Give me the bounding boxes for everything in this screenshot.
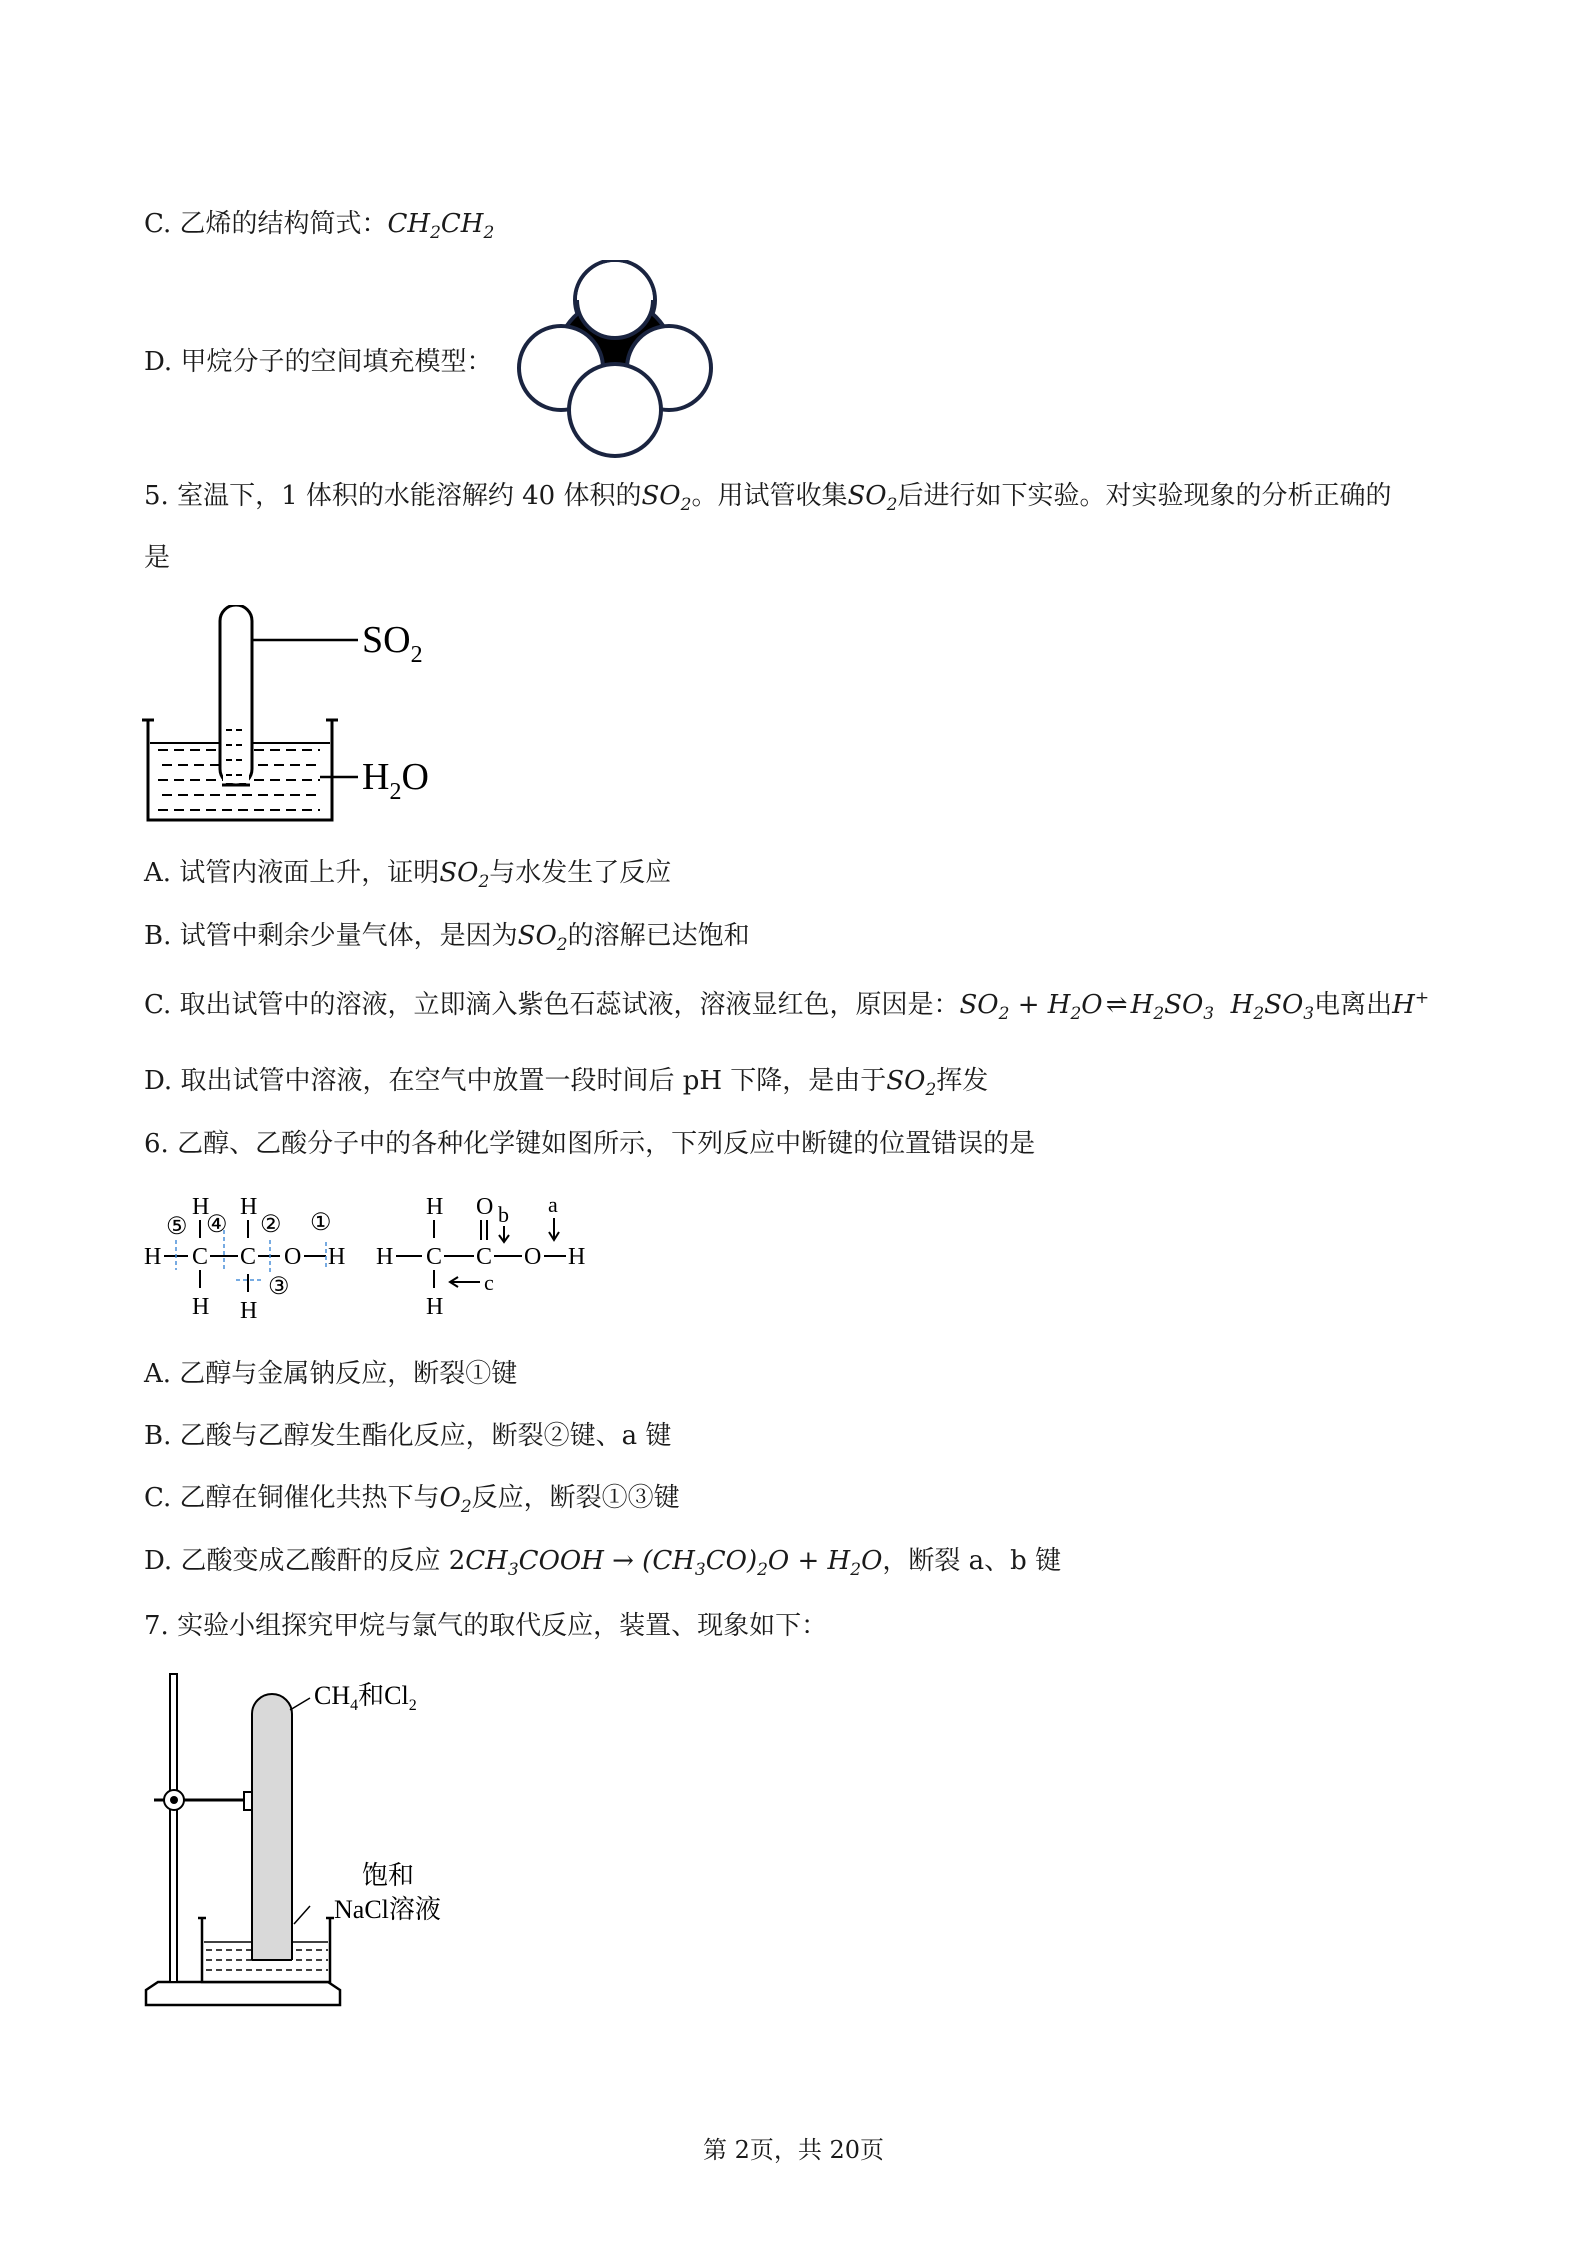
nacl-solution-label: NaCl溶液 — [334, 1895, 441, 1924]
svg-text:H: H — [192, 1294, 210, 1320]
svg-text:H: H — [426, 1294, 444, 1320]
svg-text:H: H — [426, 1194, 444, 1220]
q7-stem: 7. 实验小组探究甲烷与氯气的取代反应，装置、现象如下： — [144, 1611, 828, 1641]
svg-text:C: C — [426, 1244, 443, 1270]
methane-chlorine-apparatus-figure — [140, 1670, 480, 2020]
q5-stem-cont: 是 — [144, 543, 171, 573]
svg-text:H: H — [568, 1244, 586, 1270]
q4-option-c — [144, 207, 494, 241]
methane-space-filling-model — [515, 260, 715, 470]
q4-option-d — [144, 345, 492, 379]
svg-text:⑤: ⑤ — [166, 1214, 188, 1240]
page-footer: 第 2页，共 20页 — [702, 2136, 885, 2164]
svg-text:H: H — [192, 1194, 210, 1220]
q5-stem: 5. 室温下，1 体积的水能溶解约 40 体积的$SO_2$。用试管收集$SO_2$后进行如下实验。对实验现象的分析正确的 — [144, 481, 1392, 515]
svg-text:①: ① — [310, 1210, 332, 1236]
so2-label: $SO_2$ — [362, 619, 423, 668]
q6-option-c: C. 乙醇在铜催化共热下与$O_2$反应，断裂①③键 — [144, 1483, 680, 1517]
svg-text:b: b — [498, 1202, 509, 1227]
so2-test-tube-figure — [140, 605, 480, 830]
svg-text:C: C — [476, 1244, 493, 1270]
ethanol-acetic-acid-bonds-figure — [140, 1190, 610, 1330]
q5-option-b: B. 试管中剩余少量气体，是因为$SO_2$的溶解已达饱和 — [144, 921, 750, 955]
svg-text:c: c — [484, 1270, 494, 1295]
acetic-anhydride-equation: $CH_3COOH \to (CH_3CO)_2O + H_2O$ — [465, 1546, 883, 1580]
q5-option-a: A. 试管内液面上升，证明$SO_2$与水发生了反应 — [144, 858, 672, 892]
svg-text:H: H — [144, 1244, 162, 1270]
svg-text:H: H — [328, 1244, 346, 1270]
svg-text:C: C — [240, 1244, 257, 1270]
svg-text:H: H — [376, 1244, 394, 1270]
svg-text:O: O — [524, 1244, 542, 1270]
svg-text:④: ④ — [206, 1212, 228, 1238]
svg-text:H: H — [240, 1298, 258, 1324]
ch4-cl2-label: $CH_4$和$Cl_2$ — [314, 1681, 417, 1714]
q5-option-c: C. 取出试管中的溶液，立即滴入紫色石蕊试液，溶液显红色，原因是：$SO_2 + H_2O$ ⇌ $H_2SO_3$ $H_2SO_3$电离出H+ — [144, 988, 1430, 1024]
q6-option-a: A. 乙醇与金属钠反应，断裂①键 — [144, 1359, 518, 1389]
svg-text:a: a — [548, 1192, 558, 1217]
ethylene-formula: $CH_2CH_2$ — [387, 209, 495, 243]
svg-text:O: O — [476, 1194, 494, 1220]
svg-text:H: H — [240, 1194, 258, 1220]
so2-hydration-equation: $SO_2 + H_2O$ ⇌ $H_2SO_3$ $H_2SO_3$ — [959, 990, 1315, 1024]
q6-stem: 6. 乙醇、乙酸分子中的各种化学键如图所示，下列反应中断键的位置错误的是 — [144, 1129, 1036, 1159]
svg-text:②: ② — [260, 1212, 282, 1238]
option-text: C. 乙烯的结构简式： — [144, 209, 388, 239]
q5-option-d: D. 取出试管中溶液，在空气中放置一段时间后 pH 下降，是由于$SO_2$挥发 — [144, 1066, 989, 1100]
saturated-label: 饱和 — [362, 1861, 415, 1890]
q6-option-b: B. 乙酸与乙醇发生酯化反应，断裂②键、a 键 — [144, 1421, 672, 1451]
svg-text:③: ③ — [268, 1274, 290, 1300]
svg-text:C: C — [192, 1244, 209, 1270]
h2o-label: $H_2O$ — [362, 756, 429, 805]
q6-option-d: D. 乙酸变成乙酸酐的反应 $2CH_3COOH \to (CH_3CO)_2O + H_2O$，断裂 a、b 键 — [144, 1546, 1062, 1580]
svg-text:O: O — [284, 1244, 302, 1270]
option-text: D. 甲烷分子的空间填充模型： — [144, 347, 493, 377]
reversible-arrow-icon: ⇌ — [1105, 990, 1128, 1020]
